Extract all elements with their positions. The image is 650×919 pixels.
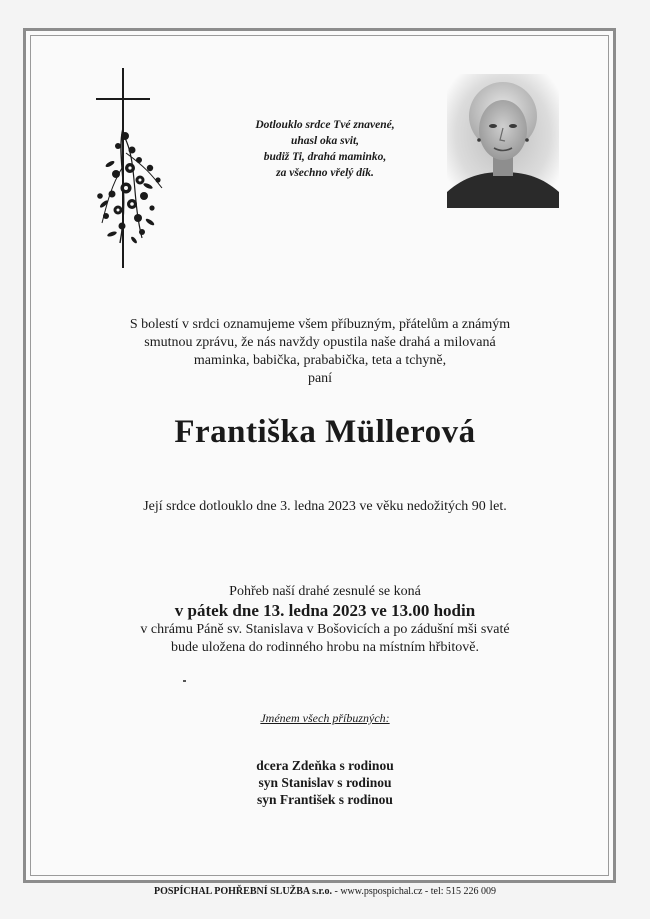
announcement-line: paní xyxy=(307,371,333,386)
family-member: dcera Zdeňka s rodinou xyxy=(256,758,394,773)
poem-line: uhasl oka svit, xyxy=(290,135,360,147)
poem xyxy=(210,117,440,181)
announcement-line: smutnou zprávu, že nás navždy opustila naše drahá a milovaná xyxy=(144,335,496,350)
family-member: syn Stanislav s rodinou xyxy=(258,775,392,790)
funeral-info xyxy=(40,583,610,657)
signature-heading-text: Jménem všech příbuzných: xyxy=(260,711,390,725)
signature-heading xyxy=(40,710,610,726)
death-notice: Její srdce dotlouklo dne 3. ledna 2023 ve věku nedožitých 90 let. xyxy=(143,499,507,514)
cross-with-flowers-icon xyxy=(92,68,172,268)
footer-company-suffix: s.r.o. xyxy=(309,886,332,897)
footer-brand: POSPÍCHAL POHŘEBNÍ SLUŽBA xyxy=(153,886,310,897)
footer xyxy=(0,885,650,899)
stray-mark xyxy=(183,680,186,682)
footer-contact: - www.pspospichal.cz - tel: 515 226 009 xyxy=(331,886,497,897)
announcement xyxy=(60,316,580,388)
funeral-place: bude uložena do rodinného hrobu na místním hřbitově. xyxy=(171,640,479,655)
deceased-name: Františka Müllerová xyxy=(174,414,476,450)
poem-line: za všechno vřelý dík. xyxy=(276,167,374,179)
poem-line: Dotlouklo srdce Tvé znavené, xyxy=(255,119,395,131)
funeral-intro: Pohřeb naší drahé zesnulé se koná xyxy=(229,584,421,599)
family-member: syn František s rodinou xyxy=(257,792,393,807)
poem-line: budiž Ti, drahá maminko, xyxy=(263,151,387,163)
announcement-line: maminka, babička, prababička, teta a tchyně, xyxy=(193,353,447,368)
funeral-place: v chrámu Páně sv. Stanislava v Bošovicích a po zádušní mši svaté xyxy=(140,622,510,637)
funeral-date: v pátek dne 13. ledna 2023 ve 13.00 hodin xyxy=(174,601,476,620)
family-list xyxy=(40,757,610,808)
portrait-photo xyxy=(447,74,559,208)
announcement-line: S bolestí v srdci oznamujeme všem příbuzným, přátelům a známým xyxy=(129,317,511,332)
